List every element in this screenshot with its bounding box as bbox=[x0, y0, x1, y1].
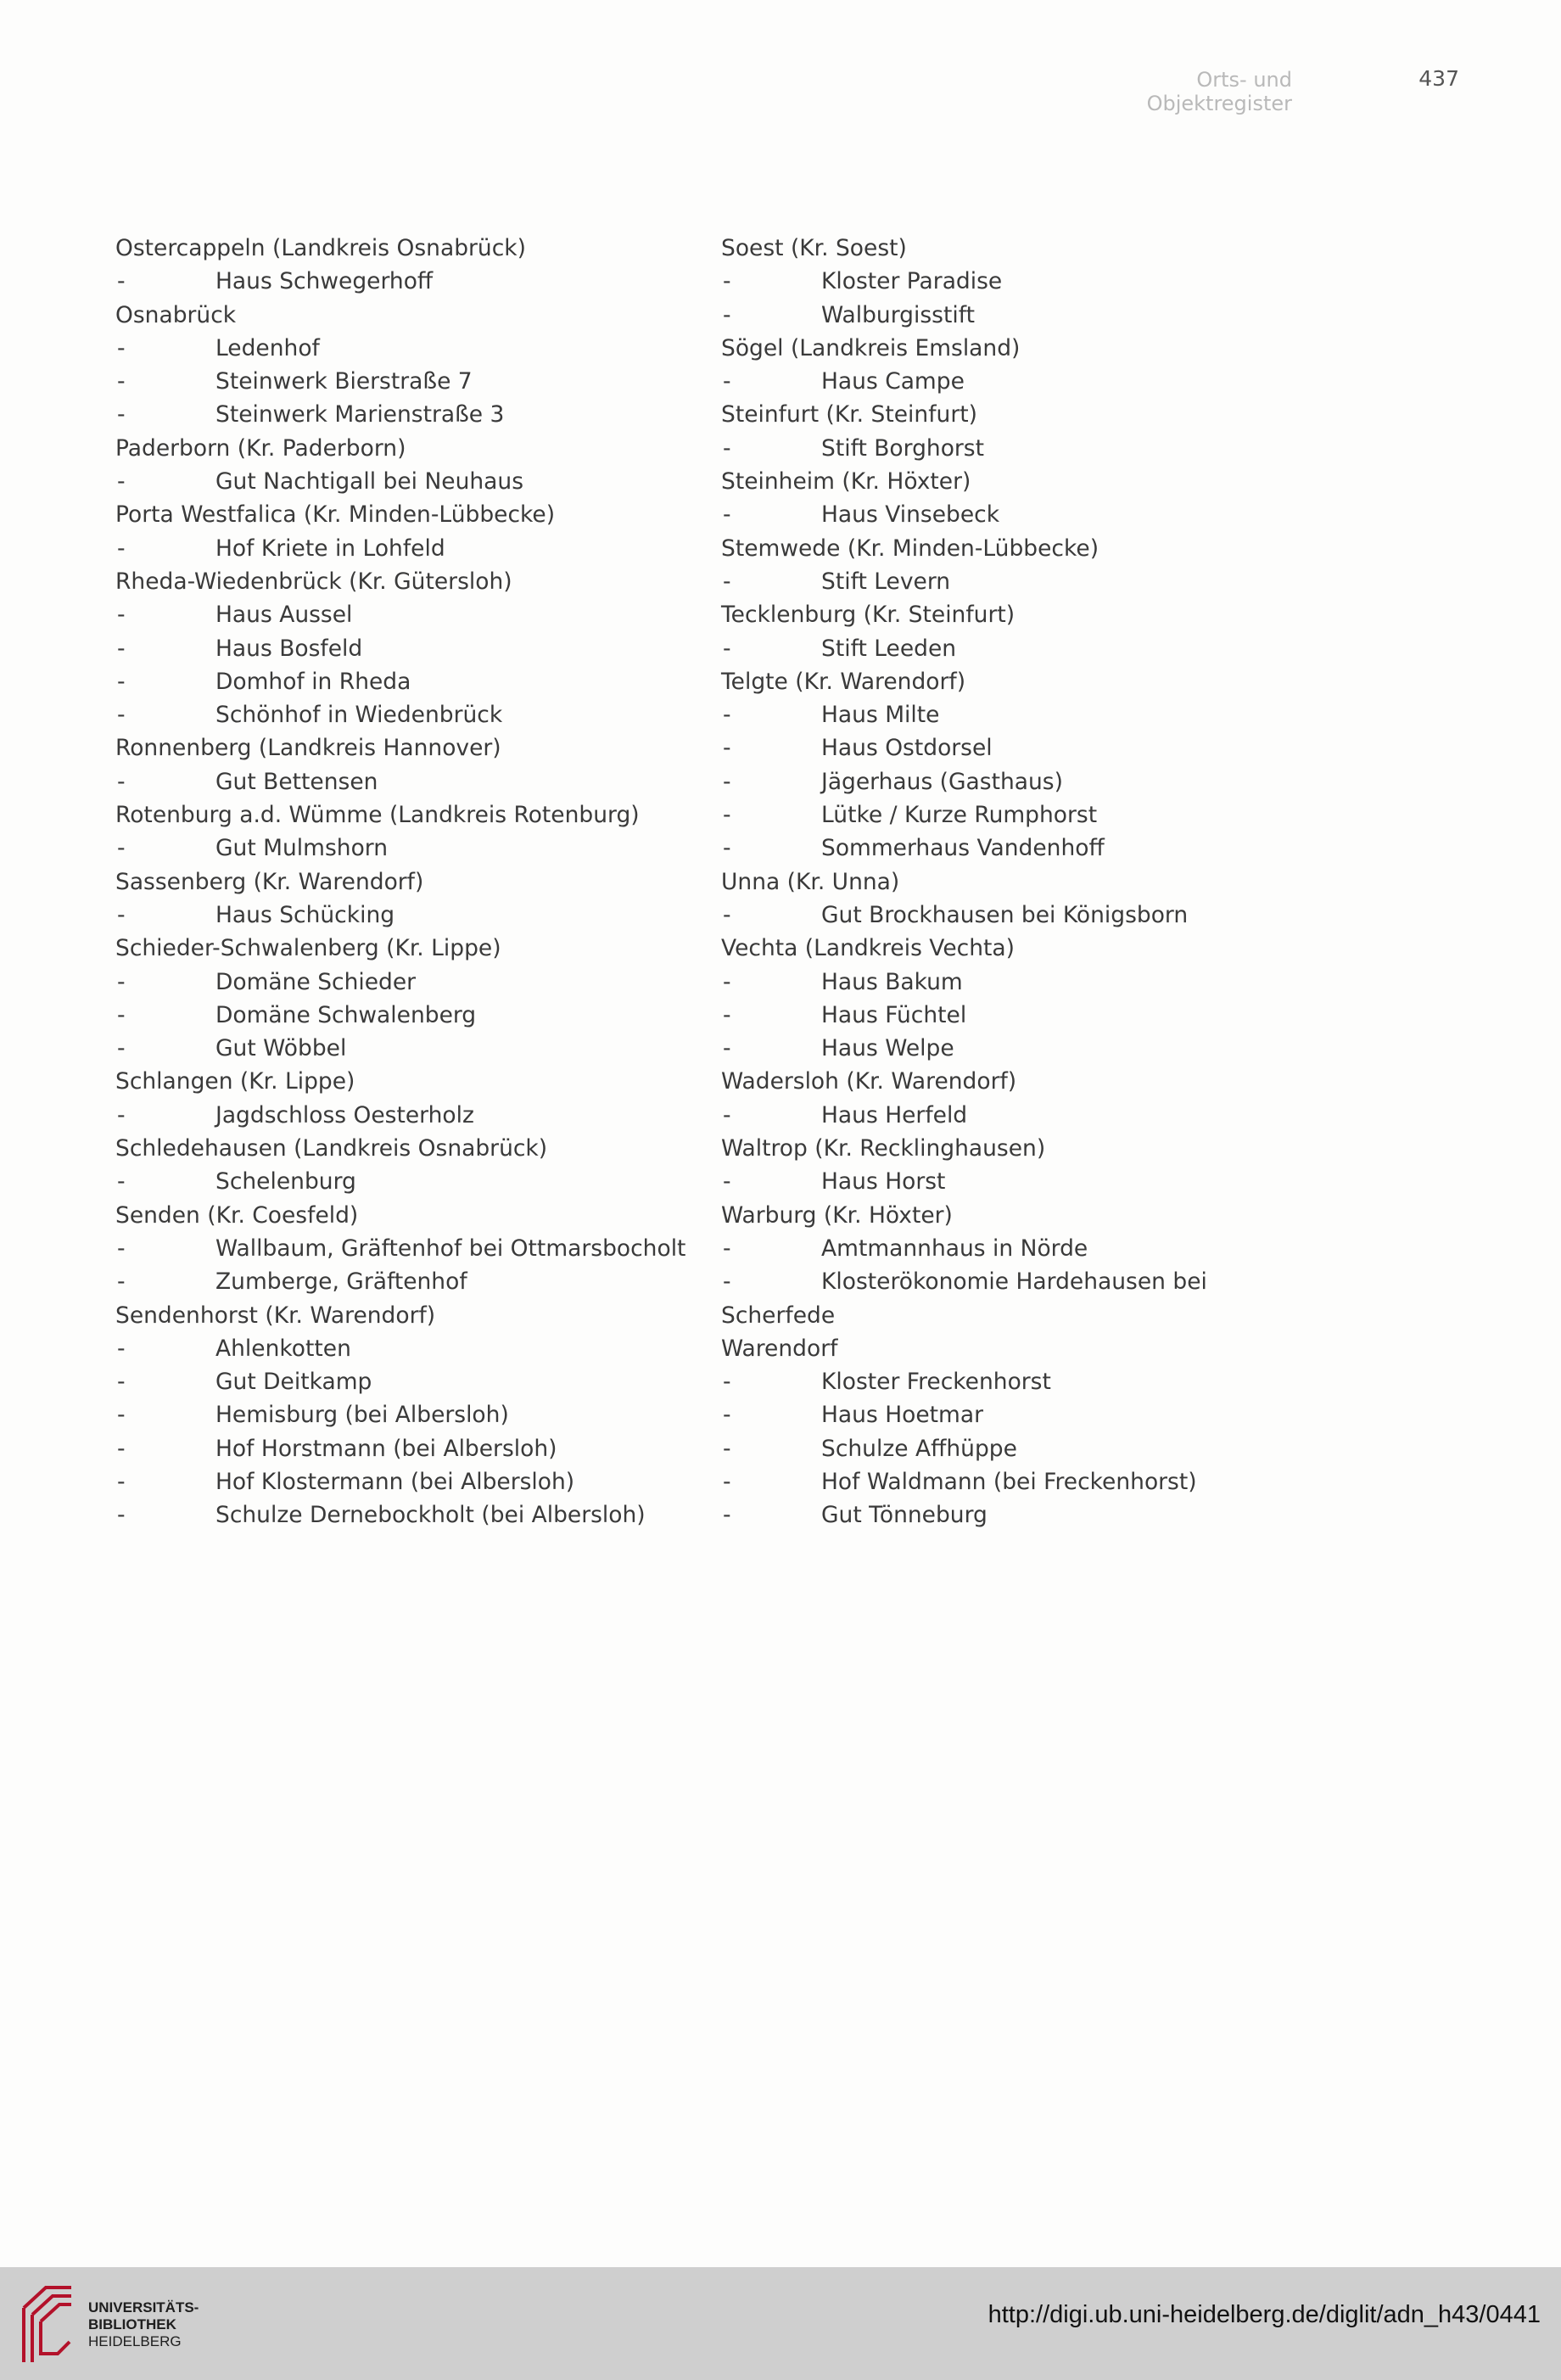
subentry-text: Stift Levern bbox=[821, 568, 951, 595]
subentry-dash: - bbox=[723, 1502, 731, 1529]
index-subentry bbox=[115, 765, 709, 798]
index-subentry bbox=[721, 365, 1315, 398]
subentry-dash: - bbox=[723, 1402, 731, 1429]
index-subentry bbox=[115, 1099, 709, 1132]
index-subentry bbox=[115, 598, 709, 631]
index-subentry bbox=[115, 632, 709, 665]
index-subentry bbox=[721, 432, 1315, 465]
subentry-text: Haus Horst bbox=[821, 1168, 946, 1196]
subentry-dash: - bbox=[117, 1335, 126, 1362]
subentry-dash: - bbox=[723, 434, 731, 462]
subentry-text: Haus Vinsebeck bbox=[821, 501, 1000, 529]
index-subentry bbox=[721, 899, 1315, 932]
index-place: Porta Westfalica (Kr. Minden-Lübbecke) bbox=[115, 501, 556, 529]
subentry-dash: - bbox=[117, 1402, 126, 1429]
index-subentry bbox=[721, 832, 1315, 865]
subentry-text: Domhof in Rheda bbox=[215, 668, 411, 695]
subentry-dash: - bbox=[723, 1369, 731, 1396]
subentry-dash: - bbox=[117, 1468, 126, 1495]
subentry-text: Haus Hoetmar bbox=[821, 1402, 983, 1429]
subentry-text: Haus Herfeld bbox=[821, 1101, 968, 1128]
subentry-dash: - bbox=[723, 1101, 731, 1128]
library-name bbox=[88, 2299, 199, 2350]
index-subentry bbox=[115, 899, 709, 932]
subentry-dash: - bbox=[117, 702, 126, 729]
subentry-dash: - bbox=[117, 535, 126, 562]
subentry-dash: - bbox=[117, 268, 126, 295]
index-place: Sendenhorst (Kr. Warendorf) bbox=[115, 1302, 436, 1329]
index-subentry bbox=[115, 999, 709, 1032]
index-subentry bbox=[115, 398, 709, 431]
subentry-dash: - bbox=[723, 501, 731, 529]
library-name-line2: BIBLIOTHEK bbox=[88, 2316, 176, 2332]
subentry-text: Jägerhaus (Gasthaus) bbox=[821, 768, 1063, 795]
subentry-dash: - bbox=[117, 1001, 126, 1028]
subentry-dash: - bbox=[117, 1168, 126, 1196]
index-subentry bbox=[721, 999, 1315, 1032]
index-subentry bbox=[115, 1365, 709, 1398]
index-subentry bbox=[115, 1265, 709, 1298]
subentry-text: Walburgisstift bbox=[821, 301, 975, 328]
index-place: Waltrop (Kr. Recklinghausen) bbox=[721, 1135, 1046, 1162]
subentry-text: Hof Waldmann (bei Freckenhorst) bbox=[821, 1468, 1197, 1495]
index-subentry bbox=[721, 1498, 1315, 1532]
index-place: Tecklenburg (Kr. Steinfurt) bbox=[721, 602, 1015, 629]
subentry-text: Schulze Affhüppe bbox=[821, 1435, 1017, 1462]
subentry-text: Domäne Schieder bbox=[215, 968, 417, 995]
subentry-dash: - bbox=[723, 1468, 731, 1495]
page-number: 437 bbox=[1418, 66, 1459, 91]
index-subentry bbox=[115, 665, 709, 698]
index-subentry bbox=[115, 1432, 709, 1465]
subentry-text: Domäne Schwalenberg bbox=[215, 1001, 477, 1028]
index-place: Schledehausen (Landkreis Osnabrück) bbox=[115, 1135, 548, 1162]
subentry-text: Haus Füchtel bbox=[821, 1001, 967, 1028]
index-subentry bbox=[115, 1332, 709, 1365]
index-subentry bbox=[721, 698, 1315, 731]
index-subentry bbox=[721, 966, 1315, 999]
subentry-text: Kloster Freckenhorst bbox=[821, 1369, 1051, 1396]
index-subentry bbox=[115, 1398, 709, 1431]
index-place: Vechta (Landkreis Vechta) bbox=[721, 935, 1015, 962]
subentry-text: Lütke / Kurze Rumphorst bbox=[821, 802, 1098, 829]
subentry-dash: - bbox=[117, 835, 126, 862]
index-subentry bbox=[721, 565, 1315, 598]
subentry-dash: - bbox=[117, 1435, 126, 1462]
subentry-dash: - bbox=[117, 668, 126, 695]
index-subentry bbox=[721, 1165, 1315, 1198]
index-continuation: Scherfede bbox=[721, 1302, 836, 1329]
subentry-text: Haus Aussel bbox=[215, 602, 353, 629]
index-subentry bbox=[721, 299, 1315, 332]
index-place: Rheda-Wiedenbrück (Kr. Gütersloh) bbox=[115, 568, 512, 595]
subentry-text: Hemisburg (bei Albersloh) bbox=[215, 1402, 509, 1429]
library-name-line3: HEIDELBERG bbox=[88, 2333, 182, 2349]
library-name-line1: UNIVERSITÄTS- bbox=[88, 2299, 199, 2316]
index-place: Ostercappeln (Landkreis Osnabrück) bbox=[115, 235, 526, 261]
index-place: Rotenburg a.d. Wümme (Landkreis Rotenburg) bbox=[115, 802, 640, 829]
subentry-dash: - bbox=[117, 401, 126, 428]
subentry-dash: - bbox=[117, 1035, 126, 1062]
index-subentry bbox=[721, 1432, 1315, 1465]
subentry-dash: - bbox=[117, 635, 126, 662]
index-subentry bbox=[721, 265, 1315, 298]
footer-bar bbox=[0, 2267, 1561, 2380]
subentry-dash: - bbox=[117, 1268, 126, 1296]
subentry-text: Haus Schücking bbox=[215, 901, 395, 928]
index-subentry bbox=[721, 1365, 1315, 1398]
index-subentry bbox=[115, 265, 709, 298]
subentry-dash: - bbox=[723, 1268, 731, 1296]
subentry-dash: - bbox=[723, 901, 731, 928]
index-subentry bbox=[721, 632, 1315, 665]
subentry-dash: - bbox=[117, 768, 126, 795]
subentry-text: Haus Milte bbox=[821, 702, 940, 729]
index-place: Sögel (Landkreis Emsland) bbox=[721, 334, 1021, 361]
subentry-text: Stift Borghorst bbox=[821, 434, 984, 462]
index-subentry bbox=[115, 698, 709, 731]
index-place: Schlangen (Kr. Lippe) bbox=[115, 1068, 355, 1095]
index-place: Steinheim (Kr. Höxter) bbox=[721, 468, 971, 496]
index-place: Paderborn (Kr. Paderborn) bbox=[115, 434, 406, 462]
index-place: Steinfurt (Kr. Steinfurt) bbox=[721, 401, 977, 428]
subentry-text: Schönhof in Wiedenbrück bbox=[215, 702, 503, 729]
subentry-text: Haus Bakum bbox=[821, 968, 963, 995]
index-subentry bbox=[115, 832, 709, 865]
subentry-dash: - bbox=[723, 802, 731, 829]
subentry-dash: - bbox=[117, 1369, 126, 1396]
subentry-dash: - bbox=[117, 1101, 126, 1128]
subentry-dash: - bbox=[723, 1168, 731, 1196]
subentry-text: Gut Deitkamp bbox=[215, 1369, 372, 1396]
subentry-text: Gut Wöbbel bbox=[215, 1035, 347, 1062]
subentry-text: Hof Klostermann (bei Albersloh) bbox=[215, 1468, 575, 1495]
subentry-dash: - bbox=[723, 835, 731, 862]
index-place: Unna (Kr. Unna) bbox=[721, 868, 900, 895]
subentry-dash: - bbox=[723, 1035, 731, 1062]
subentry-text: Sommerhaus Vandenhoff bbox=[821, 835, 1105, 862]
subentry-text: Steinwerk Marienstraße 3 bbox=[215, 401, 505, 428]
index-subentry bbox=[721, 1232, 1315, 1265]
index-subentry bbox=[115, 465, 709, 498]
subentry-text: Stift Leeden bbox=[821, 635, 957, 662]
subentry-text: Gut Nachtigall bei Neuhaus bbox=[215, 468, 524, 496]
subentry-text: Haus Ostdorsel bbox=[821, 735, 993, 762]
index-subentry bbox=[115, 332, 709, 365]
index-subentry bbox=[115, 365, 709, 398]
subentry-dash: - bbox=[723, 568, 731, 595]
subentry-text: Gut Tönneburg bbox=[821, 1502, 988, 1529]
subentry-text: Hof Kriete in Lohfeld bbox=[215, 535, 445, 562]
subentry-dash: - bbox=[723, 735, 731, 762]
subentry-text: Wallbaum, Gräftenhof bei Ottmarsbocholt bbox=[215, 1235, 686, 1262]
subentry-text: Ahlenkotten bbox=[215, 1335, 351, 1362]
index-place: Schieder-Schwalenberg (Kr. Lippe) bbox=[115, 935, 501, 962]
index-place: Warendorf bbox=[721, 1335, 838, 1362]
index-place: Osnabrück bbox=[115, 301, 237, 328]
subentry-text: Gut Brockhausen bei Königsborn bbox=[821, 901, 1189, 928]
subentry-text: Haus Bosfeld bbox=[215, 635, 363, 662]
subentry-text: Hof Horstmann (bei Albersloh) bbox=[215, 1435, 557, 1462]
index-subentry bbox=[721, 1465, 1315, 1498]
subentry-dash: - bbox=[117, 368, 126, 395]
index-subentry bbox=[115, 1032, 709, 1065]
subentry-dash: - bbox=[723, 268, 731, 295]
subentry-dash: - bbox=[723, 635, 731, 662]
subentry-dash: - bbox=[723, 1235, 731, 1262]
index-subentry bbox=[115, 1165, 709, 1198]
subentry-text: Zumberge, Gräftenhof bbox=[215, 1268, 467, 1296]
subentry-dash: - bbox=[723, 368, 731, 395]
index-place: Sassenberg (Kr. Warendorf) bbox=[115, 868, 424, 895]
index-subentry bbox=[115, 1465, 709, 1498]
library-logo-icon bbox=[17, 2282, 76, 2367]
subentry-text: Gut Bettensen bbox=[215, 768, 378, 795]
subentry-dash: - bbox=[117, 968, 126, 995]
index-place: Soest (Kr. Soest) bbox=[721, 235, 907, 261]
subentry-dash: - bbox=[723, 1001, 731, 1028]
index-subentry bbox=[721, 1032, 1315, 1065]
subentry-dash: - bbox=[117, 1502, 126, 1529]
subentry-text: Schelenburg bbox=[215, 1168, 356, 1196]
subentry-text: Jagdschloss Oesterholz bbox=[215, 1101, 474, 1128]
subentry-text: Kloster Paradise bbox=[821, 268, 1003, 295]
index-place: Warburg (Kr. Höxter) bbox=[721, 1201, 953, 1229]
subentry-text: Schulze Dernebockholt (bei Albersloh) bbox=[215, 1502, 646, 1529]
index-subentry bbox=[721, 731, 1315, 764]
subentry-dash: - bbox=[117, 602, 126, 629]
subentry-dash: - bbox=[723, 968, 731, 995]
subentry-dash: - bbox=[723, 768, 731, 795]
index-subentry bbox=[115, 1498, 709, 1532]
index-place: Senden (Kr. Coesfeld) bbox=[115, 1201, 359, 1229]
subentry-text: Gut Mulmshorn bbox=[215, 835, 389, 862]
subentry-text: Haus Welpe bbox=[821, 1035, 954, 1062]
index-column-right bbox=[721, 232, 1315, 1532]
subentry-dash: - bbox=[117, 468, 126, 496]
index-subentry bbox=[721, 1398, 1315, 1431]
index-column-left bbox=[115, 232, 709, 1532]
index-place: Ronnenberg (Landkreis Hannover) bbox=[115, 735, 501, 762]
subentry-dash: - bbox=[117, 334, 126, 361]
index-subentry bbox=[721, 1099, 1315, 1132]
subentry-dash: - bbox=[723, 1435, 731, 1462]
source-url-link[interactable]: http://digi.ub.uni-heidelberg.de/diglit/adn_h43/0441 bbox=[988, 2301, 1541, 2328]
index-place: Wadersloh (Kr. Warendorf) bbox=[721, 1068, 1017, 1095]
index-subentry bbox=[115, 532, 709, 565]
index-subentry bbox=[115, 966, 709, 999]
index-subentry bbox=[115, 1232, 709, 1265]
running-head: Orts- und Objektregister bbox=[1146, 68, 1292, 115]
subentry-text: Haus Campe bbox=[821, 368, 965, 395]
index-subentry bbox=[721, 498, 1315, 531]
subentry-text: Amtmannhaus in Nörde bbox=[821, 1235, 1088, 1262]
index-subentry bbox=[721, 1265, 1315, 1298]
index-subentry bbox=[721, 765, 1315, 798]
subentry-text: Haus Schwegerhoff bbox=[215, 268, 434, 295]
subentry-dash: - bbox=[117, 1235, 126, 1262]
subentry-text: Klosterökonomie Hardehausen bei bbox=[821, 1268, 1207, 1296]
subentry-dash: - bbox=[723, 301, 731, 328]
index-subentry bbox=[721, 798, 1315, 832]
index-place: Telgte (Kr. Warendorf) bbox=[721, 668, 966, 695]
index-place: Stemwede (Kr. Minden-Lübbecke) bbox=[721, 535, 1099, 562]
subentry-dash: - bbox=[117, 901, 126, 928]
subentry-text: Steinwerk Bierstraße 7 bbox=[215, 368, 473, 395]
subentry-dash: - bbox=[723, 702, 731, 729]
subentry-text: Ledenhof bbox=[215, 334, 320, 361]
